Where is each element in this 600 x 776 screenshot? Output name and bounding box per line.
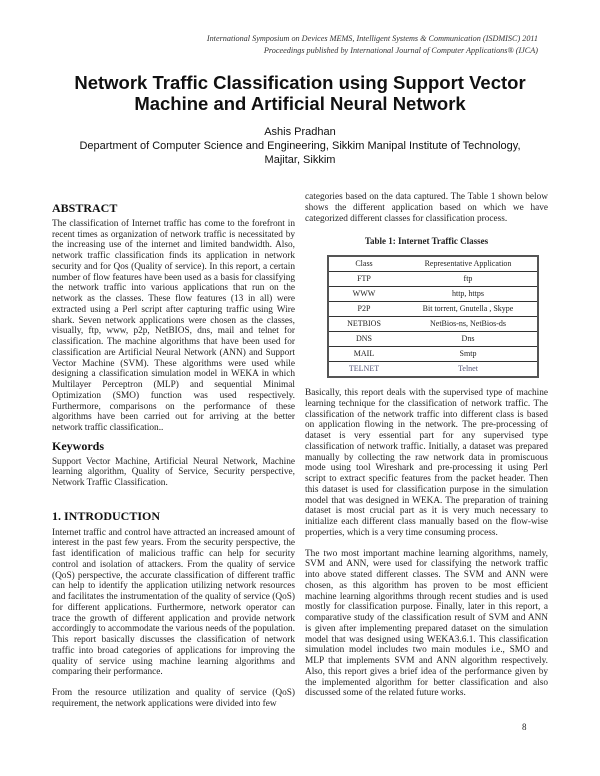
author-block [0, 125, 600, 167]
table-caption: Table 1: Internet Traffic Classes [364, 236, 489, 247]
title-line-1: Network Traffic Classification using Support Vector [74, 72, 526, 93]
author-affiliation: Department of Computer Science and Engineering, Sikkim Manipal Institute of Technology, [79, 140, 521, 152]
paper-title [0, 72, 600, 114]
table-row [328, 317, 538, 332]
intro-paragraph-3: categories based on the data captured. The Table 1 shown below shows the different application based on which we have categorized different classes for classification process. [305, 192, 548, 224]
application-cell: NetBios-ns, NetBios-ds [399, 317, 538, 332]
application-cell: Smtp [399, 347, 538, 362]
right-column [305, 192, 548, 699]
running-header [207, 33, 538, 57]
table-row [328, 347, 538, 362]
table-row [328, 272, 538, 287]
title-line-2: Machine and Artificial Neural Network [134, 93, 466, 114]
class-cell: DNS [328, 332, 399, 347]
header-line-1: International Symposium on Devices MEMS, Intelligent Systems & Communication (ISDMISC) 2011 [206, 34, 538, 43]
abstract-heading: ABSTRACT [52, 201, 118, 215]
author-location: Majitar, Sikkim [264, 154, 336, 166]
keywords-text: Support Vector Machine, Artificial Neural Network, Machine learning algorithm, Quality of Service, Security perspective, Network Traffic Classification. [52, 456, 295, 488]
application-cell: Bit torrent, Gnutella , Skype [399, 302, 538, 317]
table-header-cell: Representative Application [399, 256, 538, 272]
class-cell: P2P [328, 302, 399, 317]
application-cell: http, https [399, 287, 538, 302]
intro-paragraph-4: Basically, this report deals with the supervised type of machine learning technique for the classification of network traffic. The classification of the network traffic into different class is based on application flowing in the network. The pre-processing of dataset is very essential part for any supervised type classification of network traffic. Initially, a dataset was prepared manually by collecting the raw network data in promiscuous mode using tool Wireshark and pre-processing it using Perl script to extract specific features from the packet header. Then this dataset is used for classification purpose in the simulation model that was designed in WEKA. The preparation of training dataset is most crucial part as it is very much necessary to initialize each different class manually based on the flow-wise properties, which is a very time consuming process. [305, 388, 548, 538]
application-cell: Telnet [399, 362, 538, 378]
table-header-cell: Class [328, 256, 399, 272]
table-row [328, 362, 538, 378]
left-column [52, 203, 295, 710]
application-cell: Dns [399, 332, 538, 347]
page-number: 8 [522, 722, 527, 732]
class-cell: NETBIOS [328, 317, 399, 332]
intro-paragraph-2: From the resource utilization and quality of service (QoS) requirement, the network applications were divided into few [52, 688, 295, 709]
keywords-heading: Keywords [52, 438, 104, 453]
introduction-heading: 1. INTRODUCTION [52, 508, 161, 523]
class-cell: TELNET [328, 362, 399, 378]
table-row [328, 287, 538, 302]
intro-paragraph-1: Internet traffic and control have attracted an increased amount of interest in the past few years. From the security perspective, the fast identification of malicious traffic can help for security control and isolation of attackers. From the quality of service (QoS) perspective, the accurate classification of different traffic can help to identify the application utilizing network resources and facilitates the instrumentation of the quality of service (QoS) for different applications. Furthermore, network operator can trace the growth of different application and provide network accordingly to accommodate the various needs of the population. This report basically discusses the classification of network traffic into broad categories of applications for improving the quality of service using machine learning algorithms and comparing their performance. [52, 527, 295, 678]
application-cell: ftp [399, 272, 538, 287]
class-cell: MAIL [328, 347, 399, 362]
table-header-row [328, 256, 538, 272]
traffic-classes-table [327, 255, 539, 378]
table-row [328, 332, 538, 347]
table-row [328, 302, 538, 317]
header-line-2: Proceedings published by International Journal of Computer Applications® (IJCA) [263, 46, 538, 55]
class-cell: FTP [328, 272, 399, 287]
intro-paragraph-5: The two most important machine learning algorithms, namely, SVM and ANN, were used for classifying the network traffic into above stated different classes. The SVM and ANN were chosen, as this algorithm has proven to be most efficient machine learning algorithms through recent studies and is used mostly for classification purpose. Finally, later in this report, a comparative study of the classification result of SVM and ANN is given after implementing prepared dataset on the simulation model that was designed using WEKA3.6.1. This classification simulation model includes two main modules i.e., SMO and MLP that implements SVM and ANN algorithm respectively. Also, this report gives a brief idea of the performance given by the implemented algorithm for better classification and also discussed some of the related future works. [305, 548, 548, 699]
author-name: Ashis Pradhan [264, 126, 336, 138]
abstract-text: The classification of Internet traffic has come to the forefront in recent times as organization of network traffic is necessitated by the increasing use of the internet and limited bandwidth. Also, network traffic classification finds its application in network security and for Qos (Quality of service). In this report, a certain number of flow features have been used as a basis for classifying the network traffic into various applications that run on the network as the classes. These flow features (13 in all) were extracted using a Perl script after capturing traffic using Wire shark. Seven network applications were chosen as the classes, visually, ftp, www, p2p, NetBIOS, dns, mail and telnet for classification. The machine algorithms that have been used for classification are Artificial Neural Network (ANN) and Support Vector Machine (SVM). These algorithms were used while designing a classification simulation model in WEKA in which Multilayer Perceptron (MLP) and sequential Minimal Optimization (SMO) function was used respectively. Furthermore, comparisons on the performance of these algorithms have been carried out for arriving at the better network traffic classification.. [52, 218, 295, 433]
class-cell: WWW [328, 287, 399, 302]
